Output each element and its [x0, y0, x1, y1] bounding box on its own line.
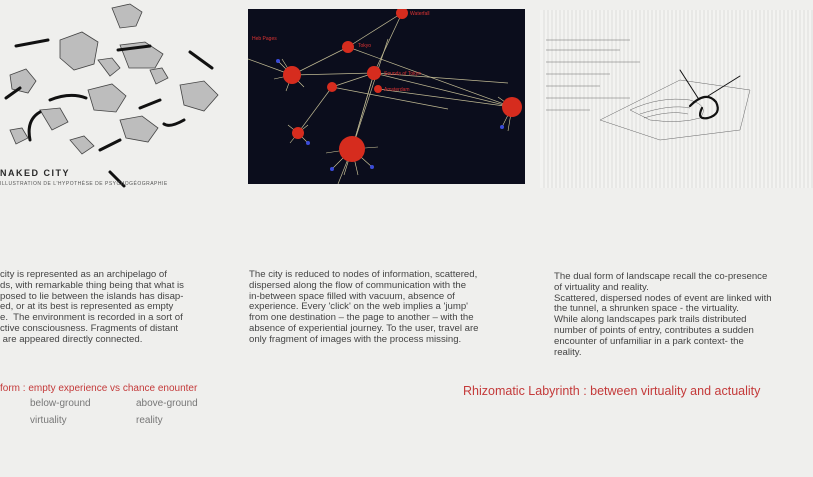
map-fragment [150, 68, 168, 84]
map-arrow [16, 40, 48, 46]
map-arrow [29, 112, 40, 140]
network-node [292, 127, 304, 139]
network-node [283, 66, 301, 84]
map-fragment [60, 32, 98, 70]
node-label: Heb Pages [252, 36, 277, 42]
landscape-sketch [540, 10, 813, 188]
network-node [327, 82, 337, 92]
map-fragment [120, 116, 158, 142]
network-endpoint [500, 125, 504, 129]
park-contour [640, 107, 690, 118]
naked-city-caption: NAKED CITY [0, 168, 71, 178]
web-network-image [248, 9, 525, 184]
naked-city-description: city is represented as an archipelago of ds, with remarkable thing being that what is posed to lie between the islands has disap- ed, or at its best is represented as empty e. The environment is recorded in a sort of ctive consciousness. Fragments of distant are appeared directly connected. [0, 269, 184, 345]
node-label: Sounds of Tokyo [384, 71, 421, 77]
network-endpoint [370, 165, 374, 169]
map-fragment [88, 84, 126, 112]
virtuality-label: virtuality [30, 415, 67, 426]
network-node [339, 136, 365, 162]
network-link [292, 73, 374, 75]
network-link [292, 47, 348, 75]
landscape-drawing [540, 10, 813, 188]
rhizomatic-heading: Rhizomatic Labyrinth : between virtuality and actuality [463, 384, 761, 398]
naked-city-map [0, 0, 240, 200]
network-node [342, 41, 354, 53]
map-arrow [164, 120, 184, 125]
map-arrow [100, 140, 120, 150]
above-ground-label: above-ground [136, 398, 198, 409]
map-fragment [10, 69, 36, 93]
network-drawing [248, 9, 525, 184]
network-endpoint [306, 141, 310, 145]
map-fragment [98, 58, 120, 76]
map-fragment [40, 108, 68, 130]
network-link [298, 87, 332, 133]
map-arrow [50, 95, 86, 100]
reality-label: reality [136, 415, 163, 426]
map-fragment [70, 136, 94, 154]
node-label: Waterfall [410, 11, 430, 17]
network-node [367, 66, 381, 80]
naked-city-subcaption: ILLUSTRATION DE L'HYPOTHÈSE DE PSYCHOGÉOGRAPHIE [0, 181, 168, 187]
network-endpoint [330, 167, 334, 171]
network-node [396, 9, 408, 19]
map-fragment [180, 81, 218, 111]
node-label: Tokyo [358, 43, 372, 49]
form-heading: form : empty experience vs chance enounter [0, 383, 198, 394]
map-fragment [112, 4, 142, 28]
below-ground-label: below-ground [30, 398, 91, 409]
tunnel-path [680, 70, 698, 98]
map-arrow [140, 100, 160, 108]
node-label: Amsterdam [384, 87, 410, 93]
network-node [374, 85, 382, 93]
landscape-outline [600, 80, 750, 140]
map-fragment [10, 128, 28, 144]
web-city-description: The city is reduced to nodes of information, scattered, dispersed along the flow of communication with the in-between space filled with vacuum, absence of experience. Every 'click' on the web implies a 'jump' from one destination – the page to another – with the absence of experiential journey. To the user, travel are only fragment of images with the process missing. [249, 269, 479, 345]
network-endpoint [276, 59, 280, 63]
map-arrow [190, 52, 212, 68]
landscape-description: The dual form of landscape recall the co-presence of virtuality and reality. Scattered, dispersed nodes of event are linked with the tunnel, a shrunken space - the virtuality. While along landscapes park trails distributed number of points of entry, contributes a sudden encounter of unfamiliar in a park context- the reality. [554, 271, 772, 358]
network-node [502, 97, 522, 117]
